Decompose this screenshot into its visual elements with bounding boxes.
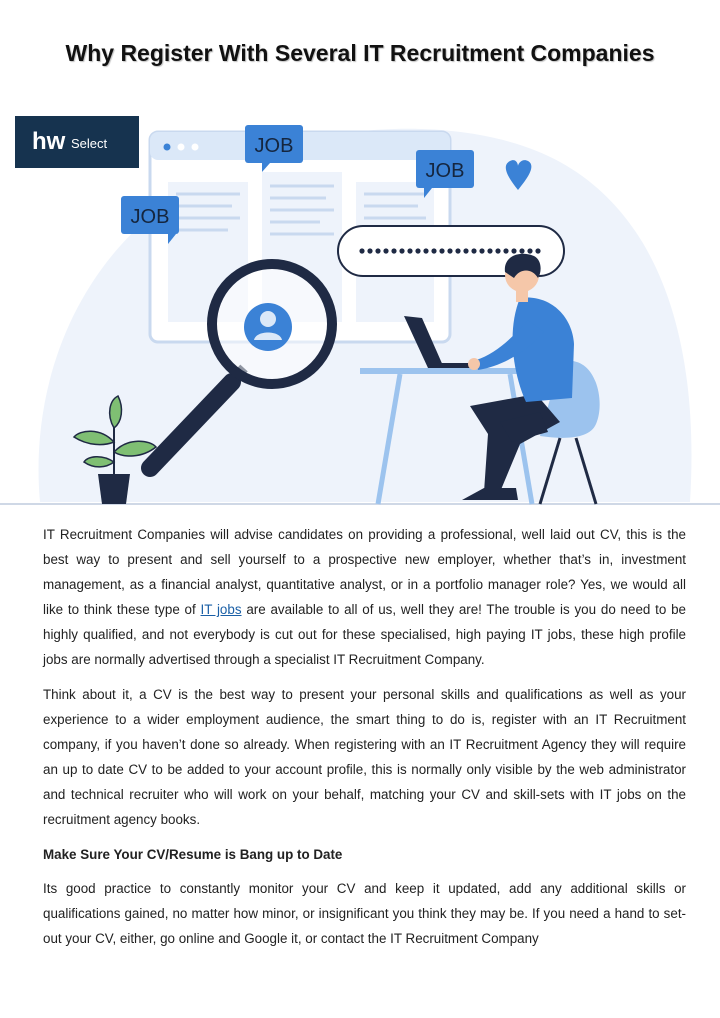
paragraph-text: IT Recruitment Companies will advise candidates on providing a professional, well laid out CV, this is the best way to present and sell yourself to a prospective new employer, whether that’s in, investment management, as a financial analyst, quantitative analyst, or in a portfolio manager role? Yes, we would all like to think these type of: [43, 527, 686, 617]
paragraph-cv: Think about it, a CV is the best way to present your personal skills and qualifications as well as your experience to a wider employment audience, the smart thing to do is, register with an IT Recruitment company, if you haven’t done so already. When registering with an IT Recruitment Agency they will require an up to date CV to be added to your account profile, this is normally only visible by the web administrator and technical recruiter who will work on your behalf, matching your CV and skill-sets with IT jobs on the recruitment agency books.: [43, 687, 686, 827]
job-tag-label: JOB: [425, 160, 465, 182]
job-tag-label: JOB: [254, 135, 294, 157]
paragraph-text: are available to all of us, well they are! The trouble is you do need to be highly qualified, and not everybody is cut out for these specialised, high paying IT jobs, these high profile jobs are normally advertised through a specialist IT Recruitment Company.: [43, 602, 686, 667]
hw-select-logo: [15, 116, 139, 168]
job-tag-label: JOB: [130, 206, 170, 228]
paragraph-update: Its good practice to constantly monitor your CV and keep it updated, add any additional skills or qualifications gained, no matter how minor, or insignificant you think they may be. If you need a hand to set-out your CV, either, go online and Google it, or contact the IT Recruitment Company: [43, 881, 686, 946]
job-search-illustration: [0, 92, 720, 510]
window-dot-icon: [178, 144, 185, 151]
page-title: Why Register With Several IT Recruitment Companies: [65, 40, 655, 66]
article-body: [43, 522, 686, 961]
svg-text:hw: hw: [32, 128, 66, 155]
paragraph-intro: [43, 522, 686, 672]
section-heading: Make Sure Your CV/Resume is Bang up to Date: [43, 847, 343, 862]
window-dot-icon: [164, 144, 171, 151]
svg-text:Select: Select: [71, 136, 108, 151]
window-dot-icon: [192, 144, 199, 151]
it-jobs-link[interactable]: IT jobs: [200, 602, 242, 617]
